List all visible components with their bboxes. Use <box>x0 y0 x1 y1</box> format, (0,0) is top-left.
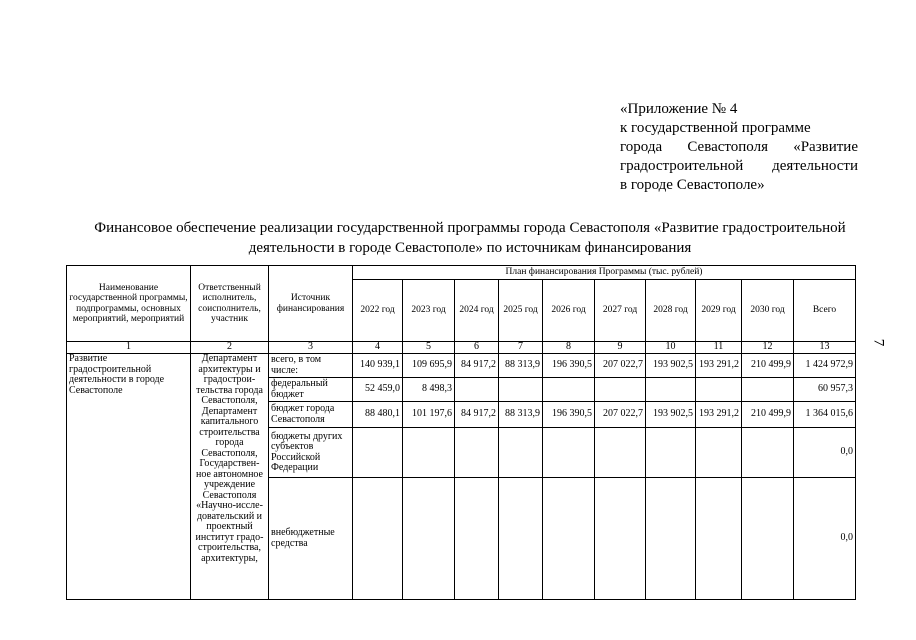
total-cell: 1 424 972,9 <box>794 354 856 378</box>
value-cell: 193 902,5 <box>646 402 696 428</box>
source-cell: федеральный бюджет <box>269 378 353 402</box>
appendix-word: «Развитие <box>793 139 858 155</box>
value-cell: 140 939,1 <box>353 354 403 378</box>
value-cell: 210 499,9 <box>742 354 794 378</box>
value-cell: 196 390,5 <box>543 354 595 378</box>
value-cell <box>646 478 696 600</box>
value-cell <box>595 478 646 600</box>
column-number: 2 <box>191 342 269 354</box>
value-cell <box>595 428 646 478</box>
header-executor: Ответственный исполнитель, соисполнитель, участник <box>191 266 269 342</box>
header-year: 2025 год <box>499 280 543 342</box>
value-cell <box>499 428 543 478</box>
value-cell: 109 695,9 <box>403 354 455 378</box>
financing-table <box>66 265 856 600</box>
appendix-word: деятельности <box>772 158 858 174</box>
header-total: Всего <box>794 280 856 342</box>
value-cell: 52 459,0 <box>353 378 403 402</box>
column-number: 8 <box>543 342 595 354</box>
value-cell: 88 480,1 <box>353 402 403 428</box>
value-cell <box>742 428 794 478</box>
value-cell <box>403 428 455 478</box>
value-cell: 101 197,6 <box>403 402 455 428</box>
value-cell: 193 291,2 <box>696 354 742 378</box>
total-cell: 60 957,3 <box>794 378 856 402</box>
value-cell <box>646 428 696 478</box>
column-number: 13 <box>794 342 856 354</box>
value-cell: 196 390,5 <box>543 402 595 428</box>
value-cell: 193 291,2 <box>696 402 742 428</box>
appendix-line-1: «Приложение № 4 <box>620 101 738 117</box>
column-number: 9 <box>595 342 646 354</box>
column-number: 10 <box>646 342 696 354</box>
page-number: 7 <box>870 338 887 347</box>
value-cell: 88 313,9 <box>499 402 543 428</box>
value-cell <box>595 378 646 402</box>
title-line-1: Финансовое обеспечение реализации государственной программы города Севастополя «Развитие градостроительной <box>94 220 846 236</box>
source-cell: бюджет города Севастополя <box>269 402 353 428</box>
document-title <box>60 218 880 258</box>
value-cell <box>455 478 499 600</box>
header-year: 2027 год <box>595 280 646 342</box>
appendix-block <box>620 100 858 195</box>
executor-cell: Департамент архитектуры и градострои-тельства города Севастополя, Департамент капитального строительства города Севастополя, Государствен-ное автономное учреждение Севастополя «Научно-иссле-довательский и проектный институт градо-строительства, архитектуры, <box>191 354 269 600</box>
header-source: Источник финансирования <box>269 266 353 342</box>
appendix-word: Севастополя <box>687 139 768 155</box>
total-cell: 0,0 <box>794 428 856 478</box>
title-line-2: деятельности в городе Севастополе» по источникам финансирования <box>248 240 692 256</box>
column-number: 11 <box>696 342 742 354</box>
value-cell: 210 499,9 <box>742 402 794 428</box>
appendix-word: градостроительной <box>620 158 744 174</box>
value-cell <box>455 378 499 402</box>
value-cell: 84 917,2 <box>455 402 499 428</box>
value-cell <box>499 478 543 600</box>
header-year: 2023 год <box>403 280 455 342</box>
value-cell: 88 313,9 <box>499 354 543 378</box>
total-cell: 0,0 <box>794 478 856 600</box>
value-cell <box>543 478 595 600</box>
program-name: Развитие градостроительной деятельности в городе Севастополе <box>67 354 191 600</box>
value-cell <box>543 378 595 402</box>
value-cell <box>646 378 696 402</box>
value-cell <box>696 378 742 402</box>
value-cell: 207 022,7 <box>595 354 646 378</box>
column-number: 6 <box>455 342 499 354</box>
value-cell <box>742 478 794 600</box>
total-cell: 1 364 015,6 <box>794 402 856 428</box>
header-year: 2030 год <box>742 280 794 342</box>
column-number: 7 <box>499 342 543 354</box>
column-number: 5 <box>403 342 455 354</box>
value-cell <box>499 378 543 402</box>
value-cell <box>353 428 403 478</box>
appendix-line-2: к государственной программе <box>620 120 811 136</box>
value-cell: 8 498,3 <box>403 378 455 402</box>
header-year: 2029 год <box>696 280 742 342</box>
header-year: 2026 год <box>543 280 595 342</box>
appendix-line-5: в городе Севастополе» <box>620 177 765 193</box>
appendix-line-4 <box>620 157 858 176</box>
appendix-line-3 <box>620 138 858 157</box>
header-year: 2022 год <box>353 280 403 342</box>
header-year: 2028 год <box>646 280 696 342</box>
value-cell <box>353 478 403 600</box>
value-cell <box>696 478 742 600</box>
source-cell: бюджеты других субъектов Российской Федерации <box>269 428 353 478</box>
header-plan: План финансирования Программы (тыс. рублей) <box>353 266 856 280</box>
appendix-word: города <box>620 139 663 155</box>
header-year: 2024 год <box>455 280 499 342</box>
value-cell: 193 902,5 <box>646 354 696 378</box>
source-cell: внебюджетные средства <box>269 478 353 600</box>
column-number: 1 <box>67 342 191 354</box>
column-number: 3 <box>269 342 353 354</box>
value-cell <box>543 428 595 478</box>
column-number: 4 <box>353 342 403 354</box>
header-name: Наименование государственной программы, подпрограммы, основных мероприятий, мероприятий <box>67 266 191 342</box>
value-cell <box>742 378 794 402</box>
column-number: 12 <box>742 342 794 354</box>
value-cell <box>455 428 499 478</box>
value-cell: 84 917,2 <box>455 354 499 378</box>
value-cell <box>403 478 455 600</box>
source-cell: всего, в том числе: <box>269 354 353 378</box>
value-cell: 207 022,7 <box>595 402 646 428</box>
value-cell <box>696 428 742 478</box>
